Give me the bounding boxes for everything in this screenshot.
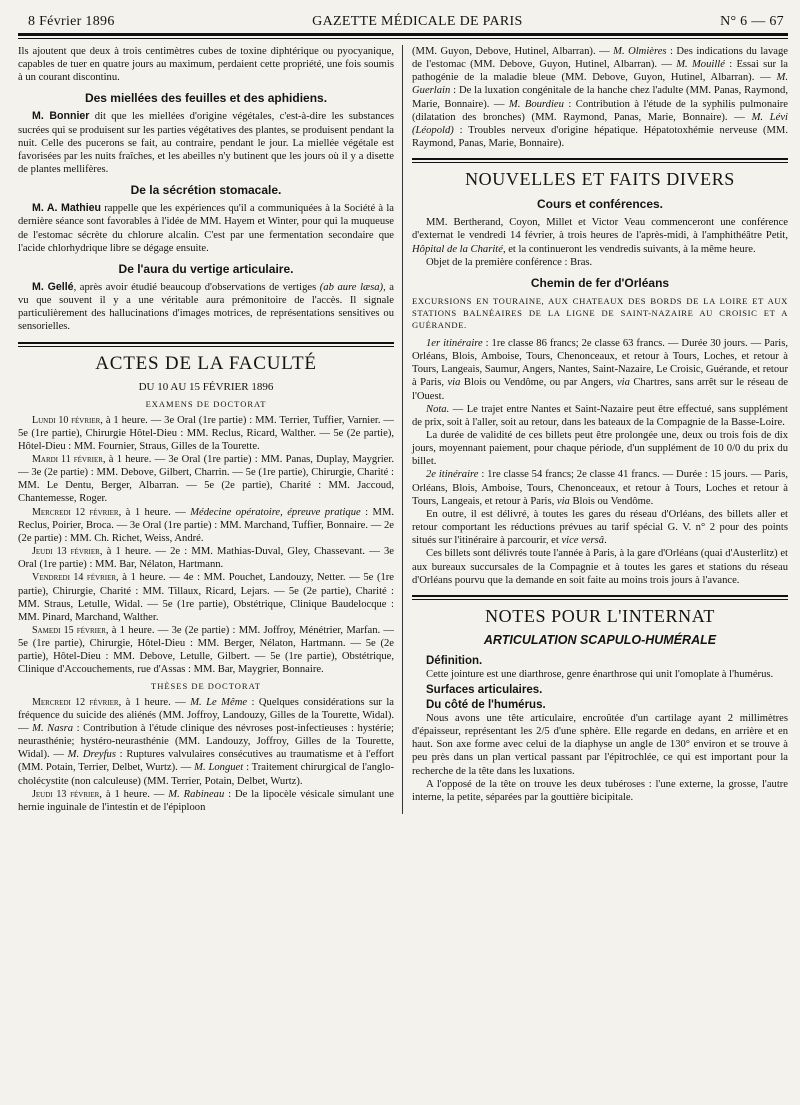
exam-heading: EXAMENS DE DOCTORAT xyxy=(145,398,267,409)
section-heading-secretion: De la sécrétion stomacale. xyxy=(130,183,282,198)
exam-entry: Vendredi 14 février, à 1 heure. — 4e : MM. Pouchet, Landouzy, Netter. — 5e (1re partie), Chirurgie, Charité : MM. Tillaux, Ricard, Lejars. — 5e (2e partie), Charité : MM. Straus, Letulle, Widal. — 5e (1re partie), Obstétrique, Clinique Baudelocque : MM. Pinard, Marchand, Walther. xyxy=(18,572,395,623)
surfaces-heading: Surfaces articulaires. xyxy=(426,684,543,696)
left-column xyxy=(18,45,403,814)
thesis-entry: Mercredi 12 février, à 1 heure. — M. Le Même : Quelques considérations sur la fréquence du suicide des aliénés (MM. Joffroy, Landouzy, Gilles de la Tourette, Widal). — M. Nasra : Contribution à l'étude clinique des névroses post-infectieuses : hystérie; neurasthénie; hystéro-neurasthénie (MM. Landouzy, Joffroy, Gilles de la Tourette, Widal). — M. Dreyfus : Ruptures valvulaires consécutives au traumatisme et à l'effort (MM. Potain, Terrier, Delbet, Wurtz). — M. Longuet : Traitement chirurgical de l'anglo-cholécystite (non calculeuse) (MM. Terrier, Potain, Delbet, Wurtz). xyxy=(18,696,394,787)
exam-entry: Mercredi 12 février, à 1 heure. — Médecine opératoire, épreuve pratique : MM. Reclus, Poirier, Broca. — 3e Oral (1re partie) : MM. Marchand, Tuffier, Bonnaire. — 2e (2e partie) : MM. Ch. Richet, Weiss, André. xyxy=(18,506,395,544)
theses-continuation: (MM. Guyon, Debove, Hutinel, Albarran). — M. Olmières : Des indications du lavage de l'estomac (MM. Debove, Guyon, Hutinel, Albarran). — M. Mouillé : Essai sur la pathogénie de la maladie bleue (MM. Debove, Guyon, Hutinel, Albarran). — M. Guerlain : De la luxation congénitale de la hanche chez l'adulte (MM. Panas, Raymond, Marie, Bonnaire). — M. Bourdieu : Contribution à l'étude de la syphilis pulmonaire (dilatation des bronches) (MM. Raymond, Panas, Marie, Bonnaire). — M. Lévi (Léopold) : Troubles nerveux d'origine hépatique. Hépatotoxhémie nerveuse (MM. Raymond, Panas, Marie, Bonnaire). xyxy=(412,46,788,150)
header-rule xyxy=(18,33,788,39)
header-date: 8 Février 1896 xyxy=(28,14,115,29)
section-divider xyxy=(18,342,394,347)
section-divider xyxy=(412,595,788,600)
tete-paragraph: Nous avons une tête articulaire, encroûtée d'un cartilage ayant 2 millimètres d'épaisseur, représentant les 2/5 d'une sphère. Elle regarde en dedans, en arrière et en haut. Son axe forme avec celui de la diaphyse un angle de 130° environ et se trouve à peu près dans un plan vertical passant par l'épitrochlée, ce qui est important pour la recherche de la tête dans les luxations. xyxy=(412,713,788,777)
section-heading-vertige: De l'aura du vertige articulaire. xyxy=(118,261,294,276)
itinerary-1: 1er itinéraire : 1re classe 86 francs; 2e classe 63 francs. — Durée 30 jours. — Paris, Orléans, Blois, Amboise, Tours, Chenonceaux, et retour à Tours, Loches, et retour à Tours, Langeais, Saumur, Angers, Nantes, Saint-Nazaire, Le Croisic, Guérande, et retour à Paris, via Blois ou Vendôme, ou par Angers, via Chartres, sans arrêt sur le réseau de l'Ouest. xyxy=(412,337,788,402)
definition-heading: Définition. xyxy=(426,654,483,667)
intro-paragraph: Ils ajoutent que deux à trois centimètres cubes de toxine diphtérique ou pyocyanique, capables de tuer en quatre jours au maximum, perdaient cette propriété, une fois soumis à un courant discontinu. xyxy=(18,46,394,84)
header-journal: GAZETTE MÉDICALE DE PARIS xyxy=(312,14,523,29)
excursions-caption: EXCURSIONS EN TOURAINE, AUX CHATEAUX DES BORDS DE LA LOIRE ET AUX STATIONS BALNÉAIRES DE LA LIGNE DE SAINT-NAZAIRE AU CROISIC ET A GUÉRANDE. xyxy=(412,295,788,330)
two-column-body xyxy=(18,45,788,814)
right-column xyxy=(403,45,788,814)
definition-paragraph: Cette jointure est une diarthrose, genre énarthrose qui unit l'omoplate à l'humérus. xyxy=(426,668,774,680)
gelle-paragraph: M. Gellé, après avoir étudié beaucoup d'observations de vertiges (ab aure læsa), a vu que souvent il y a une véritable aura prémonitoire de l'accès. Il signale particulièrement des hallucinations d'images motrices, de représentations sensitives ou sensorielles. xyxy=(18,280,394,333)
exam-entry: Lundi 10 février, à 1 heure. — 3e Oral (1re partie) : MM. Terrier, Tuffier, Varnier. — 5e (1re partie), Chirurgie Hôtel-Dieu : MM. Reclus, Ricard, Walther. — 5e (2e partie), Hôtel-Dieu : MM. Fournier, Straus, Gilles de la Tourette. xyxy=(18,414,394,452)
railway-heading: Chemin de fer d'Orléans xyxy=(530,275,670,290)
running-header xyxy=(18,14,788,30)
exam-entry: Samedi 15 février, à 1 heure. — 3e (2e partie) : MM. Joffroy, Ménétrier, Marfan. — 5e (1re partie), Chirurgie, Hôtel-Dieu : MM. Berger, Nélaton, Hartmann. — 5e (2e partie), Hôtel-Dieu : MM. Debove, Letulle, Gilbert. — 5e (1re partie), Obstétrique, Clinique d'Accouchements, rue d'Assas : MM. Bar, Maygrier, Bonnaire. xyxy=(18,625,395,676)
notes-title: NOTES POUR L'INTERNAT xyxy=(485,605,715,626)
section-heading-miellees: Des miellées des feuilles et des aphidiens. xyxy=(84,91,328,106)
billets-paragraph: Ces billets sont délivrés toute l'année à Paris, à la gare d'Orléans (quai d'Austerlitz) et aux bureaux succursales de la Compagnie et à toutes les gares et stations du réseau d'Orléans pourvu que la demande en soit faite au moins trois jours à l'avance. xyxy=(412,548,788,586)
outre-paragraph: En outre, il est délivré, à toutes les gares du réseau d'Orléans, des billets aller et retour comportant les réductions prévues au tarif spécial G. V. n° 2 pour des points situés sur l'itinéraire à parcourir, et vice versâ. xyxy=(412,508,788,547)
cours-heading: Cours et conférences. xyxy=(536,197,664,212)
exam-entry: Mardi 11 février, à 1 heure. — 3e Oral (1re partie) : MM. Panas, Duplay, Maygrier. — 3e (2e partie) : MM. Debove, Gilbert, Charrin. — 5e (1re partie), Chirurgie, Charité : MM. Le Dentu, Berger, Albarran. — 5e (2e partie), Charité : MM. Jaccoud, Chantemesse, Roger. xyxy=(18,453,394,505)
oppose-paragraph: A l'opposé de la tête on trouve les deux tubéroses : l'une externe, la grosse, l'autre interne, la petite, séparées par la gouttière bicipitale. xyxy=(412,778,788,803)
journal-page xyxy=(18,14,788,814)
thesis-entry: Jeudi 13 février, à 1 heure. — M. Rabineau : De la lipocèle vésicale simulant une hernie inguinale de l'intestin et de l'épiploon xyxy=(18,788,394,813)
cours-object: Objet de la première conférence : Bras. xyxy=(426,256,593,268)
mathieu-paragraph: M. A. Mathieu rappelle que les expériences qu'il a communiquées à la Société à la dernière séance sont favorables à l'idée de MM. Hayem et Winter, pour qui la muqueuse de l'estomac sécrète du chlorure alcalin. C'est par une fermentation secondaire que l'acide chlorhydrique libre se dégage ensuite. xyxy=(18,202,394,254)
theses-heading: THÈSES DE DOCTORAT xyxy=(151,680,261,691)
header-issue: N° 6 — 67 xyxy=(720,14,784,29)
humerus-heading: Du côté de l'humérus. xyxy=(426,699,546,711)
actes-title: ACTES DE LA FACULTÉ xyxy=(95,352,317,374)
cours-paragraph: MM. Bertherand, Coyon, Millet et Victor Veau commenceront une conférence d'externat le vendredi 14 février, à trois heures de l'après-midi, à l'amphithéâtre Petit, Hôpital de la Charité, et la continueront les vendredis suivants, à la même heure. xyxy=(412,217,788,255)
itinerary-2: 2e itinéraire : 1re classe 54 francs; 2e classe 41 francs. — Durée : 15 jours. — Paris, Orléans, Blois, Amboise, Tours, Chenonceaux, et retour à Tours, Loches et retour à Tours, Langeais, et retour à Paris, via Blois ou Vendôme. xyxy=(412,469,788,507)
exam-entry: Jeudi 13 février, à 1 heure. — 2e : MM. Mathias-Duval, Gley, Chassevant. — 3e Oral (1re partie) : MM. Bar, Nélaton, Hartmann. xyxy=(18,546,394,571)
bonnier-paragraph: M. Bonnier dit que les miellées d'origine végétales, c'est-à-dire les substances sucrées qui se produisent sur les parties végétatives des plantes, se produisent pendant la nuit. Celle des pucerons se fait, au contraire, pendant le jour. La miellée végétale est favorisées par les nuits fraîches, et les abeilles n'y butinent que les jours où il y a disette de plantes mellifères. xyxy=(18,110,395,176)
duree-paragraph: La durée de validité de ces billets peut être prolongée une, deux ou trois fois de dix jours, moyennant paiement, pour chaque période, d'un supplément de 10 0/0 du prix du billet. xyxy=(412,429,788,468)
news-title: NOUVELLES ET FAITS DIVERS xyxy=(465,169,735,190)
section-divider xyxy=(412,158,788,163)
notes-subtitle: ARTICULATION SCAPULO-HUMÉRALE xyxy=(483,632,717,647)
nota-paragraph: Nota. — Le trajet entre Nantes et Saint-Nazaire peut être effectué, sans supplément de prix, soit à l'aller, soit au retour, dans les bateaux de la Compagnie de la Basse-Loire. xyxy=(412,403,788,428)
actes-dates: DU 10 AU 15 FÉVRIER 1896 xyxy=(138,380,274,393)
